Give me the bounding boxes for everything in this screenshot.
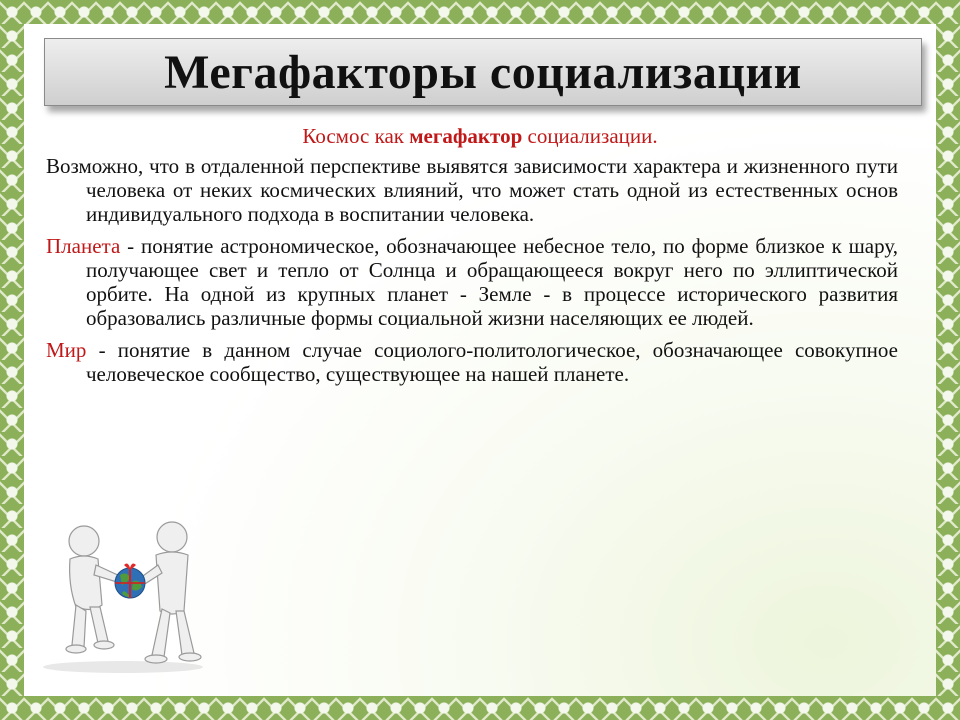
subtitle-post: социализации. [522, 124, 658, 148]
title-bar [44, 38, 922, 106]
paragraph-text: Возможно, что в отдаленной перспективе выявятся зависимости характера и жизненного пути человека от неких космических влияний, что может стать одной из естественных основ индивидуального подхода в воспитании человека. [46, 154, 898, 226]
ground-shadow [43, 661, 203, 673]
subtitle [24, 124, 936, 149]
two-figures-globe-illustration [38, 515, 208, 675]
paragraph-term: Мир [46, 338, 87, 362]
right-figure [136, 522, 201, 663]
subtitle-pre: Космос как [302, 124, 410, 148]
page-title: Мегафакторы социализации [164, 45, 802, 99]
globe-icon [115, 564, 145, 598]
subtitle-bold: мегафактор [409, 124, 523, 148]
paragraph-text: - понятие астрономическое, обозначающее небесное тело, по форме близкое к шару, получающее свет и тепло от Солнца и обращающееся вокруг него по эллиптической орбите. На одной из крупных планет - Земле - в процессе исторического развития образовались различные формы социальной жизни населяющих ее людей. [86, 234, 898, 330]
paragraph-world [46, 338, 898, 386]
paragraph-cosmos [46, 154, 898, 226]
left-figure [66, 526, 122, 653]
paragraph-planet [46, 234, 898, 330]
paragraph-text: - понятие в данном случае социолого-политологическое, обозначающее совокупное человеческое сообщество, существующее на нашей планете. [86, 338, 898, 386]
content-body [46, 154, 898, 394]
paragraph-term: Планета [46, 234, 121, 258]
